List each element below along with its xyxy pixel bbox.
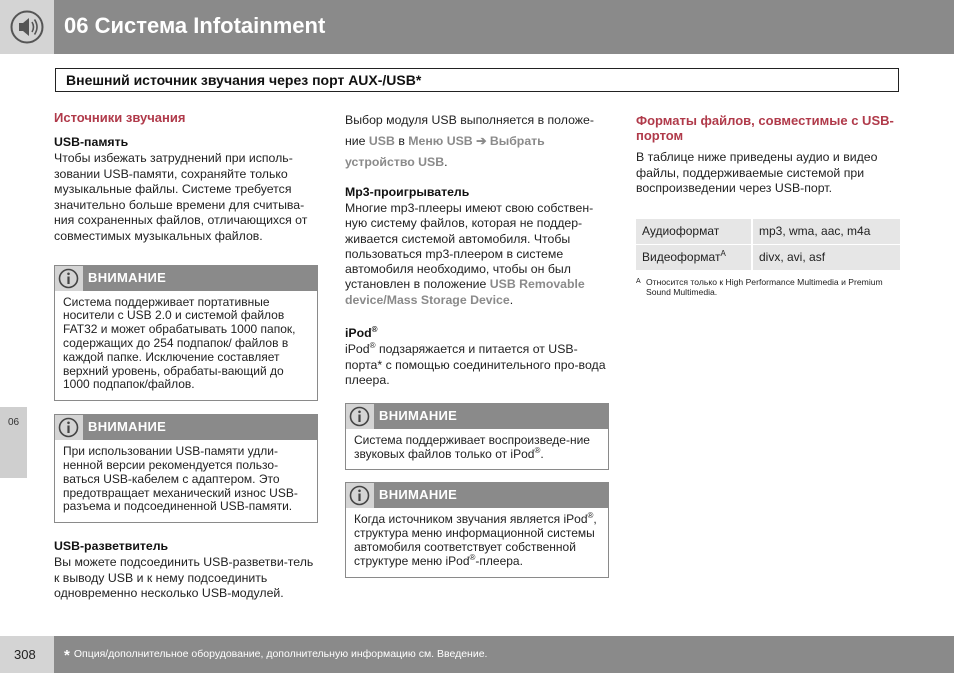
subheading-mp3-player: Mp3-проигрыватель <box>345 185 470 199</box>
footer-note-text: Опция/дополнительное оборудование, дополнительную информацию см. Введение. <box>73 648 488 660</box>
formats-intro-text: В таблице ниже приведены аудио и видео файлы, поддерживаемые системой при воспроизведении через USB-порт. <box>636 150 878 196</box>
menu-path-usb-menu: Меню USB <box>408 134 473 148</box>
menu-path-usb: USB <box>368 134 395 148</box>
asterisk-mark: * <box>64 647 70 664</box>
usb-select-end: . <box>444 155 448 169</box>
section-title: Внешний источник звучания через порт AUX-/USB* <box>55 68 899 92</box>
note-body <box>346 508 608 576</box>
table-cell-value: divx, avi, asf <box>752 245 900 271</box>
note-box-3 <box>345 403 609 471</box>
ipod-text <box>345 342 609 389</box>
note4-text-end: -плеера. <box>475 553 523 568</box>
footer-note <box>64 647 487 664</box>
note-label: ВНИМАНИЕ <box>88 269 167 285</box>
mp3-text <box>345 201 609 308</box>
registered-mark: ® <box>371 324 378 334</box>
registered-mark: ® <box>369 340 376 350</box>
heading-file-formats: Форматы файлов, совместимые с USB-портом <box>636 113 894 143</box>
heading-sound-sources: Источники звучания <box>54 110 186 125</box>
ipod-title: iPod <box>345 326 372 341</box>
note-label: ВНИМАНИЕ <box>88 419 167 435</box>
note-box-2 <box>54 414 318 523</box>
table-cell-key <box>636 219 752 245</box>
video-format-label: Видеоформат <box>642 249 721 264</box>
menu-path-select-device: Выбрать устройство USB <box>345 134 545 169</box>
chapter-side-tab <box>0 407 27 478</box>
usb-select-pre: Выбор модуля USB выполняется в положе-ние <box>345 113 594 148</box>
note-header <box>346 404 608 429</box>
note-body <box>346 429 608 470</box>
note-box-1 <box>54 265 318 402</box>
note4-text-mid: , структура меню информационной системы автомобиля соответствует собственной структуре меню iPod <box>354 512 597 568</box>
note-header <box>55 266 317 291</box>
usb-select-text <box>345 110 609 173</box>
info-icon <box>58 417 79 438</box>
note-label: ВНИМАНИЕ <box>379 487 458 503</box>
table-cell-key <box>636 245 752 271</box>
page-footer <box>0 636 954 673</box>
audio-format-label: Аудиоформат <box>642 223 720 238</box>
table-row <box>636 219 900 245</box>
column-2 <box>345 110 609 588</box>
subheading-usb-splitter: USB-разветвитель <box>54 539 169 554</box>
table-row <box>636 245 900 271</box>
note3-end: . <box>540 446 544 461</box>
info-icon-box <box>346 404 374 429</box>
formats-table <box>636 219 900 272</box>
usb-memory-text: Чтобы избежать затруднений при исполь-зовании USB-памяти, сохраняйте только музыкальные файлы. Системе требуется значительно больше времени для считыва-ния сохраненных файлов, отличающихся от совместимых музыкальных файлов. <box>54 151 308 243</box>
note-label: ВНИМАНИЕ <box>379 407 458 423</box>
registered-mark: ® <box>534 445 541 455</box>
mp3-text-end: . <box>509 292 514 307</box>
note-body: Система поддерживает портативные носители с USB 2.0 и системой файлов FAT32 и может обрабатывать 1000 папок, содержащих до 254 подпапок/ файлов в каждой папке. Исключение составляет верхний уровень, обрабаты-вающий до 1000 подпапок/файлов. <box>63 294 296 392</box>
info-icon-box <box>55 415 83 440</box>
note-body: При использовании USB-памяти удли-ненной версии рекомендуется пользо-ваться USB-кабелем с адаптером. Это предотвращает механический износ USB-разъема и подсоединенной USB-памяти. <box>63 444 298 514</box>
table-cell-value: mp3, wma, aac, m4a <box>752 219 900 245</box>
ipod-text-pre: iPod <box>345 342 370 357</box>
page-number: 308 <box>0 636 54 673</box>
info-icon-box <box>346 483 374 508</box>
page-header <box>0 0 954 54</box>
chapter-icon-box <box>0 0 54 54</box>
note3-text: Система поддерживает воспроизведе-ние звуковых файлов только от iPod <box>354 432 590 461</box>
note-box-4 <box>345 482 609 577</box>
ipod-text-body: подзаряжается и питается от USB-порта* с помощью соединительного про-вода плеера. <box>345 342 606 388</box>
footnote-ref: A <box>720 248 726 258</box>
chapter-title: 06 Система Infotainment <box>64 13 326 38</box>
registered-mark: ® <box>469 552 476 562</box>
note-header <box>55 415 317 440</box>
arrow-right-icon: ➔ <box>476 134 487 148</box>
subheading-usb-memory: USB-память <box>54 135 129 149</box>
registered-mark: ® <box>587 511 594 521</box>
info-icon <box>58 268 79 289</box>
info-icon <box>349 406 370 427</box>
info-icon-box <box>55 266 83 291</box>
footnote-mark: A <box>636 278 641 286</box>
chapter-side-tab-label: 06 <box>8 417 20 428</box>
mp3-text-body: Многие mp3-плееры имеют свою собствен-ную систему файлов, которая не поддер-живается системой автомобиля. Чтобы пользоваться mp3-плеером в системе автомобиля необходимо, чтобы он был установлен в положение <box>345 201 594 292</box>
note-header <box>346 483 608 508</box>
usb-splitter-text: Вы можете подсоединить USB-разветви-тель к выводу USB и к нему подсоединить одновременно несколько USB-модулей. <box>54 555 314 601</box>
column-3 <box>636 110 900 297</box>
usb-select-mid: в <box>398 134 405 148</box>
table-footnote <box>636 277 900 297</box>
speaker-icon <box>10 9 44 45</box>
info-icon <box>349 485 370 506</box>
column-1 <box>54 110 318 602</box>
note4-text-pre: Когда источником звучания является iPod <box>354 512 588 527</box>
footnote-text: Относится только к High Performance Multimedia и Premium Sound Multimedia. <box>646 277 883 298</box>
subheading-ipod <box>345 326 609 341</box>
mode-usb-removable: USB Removable device/Mass Storage Device <box>345 277 585 307</box>
